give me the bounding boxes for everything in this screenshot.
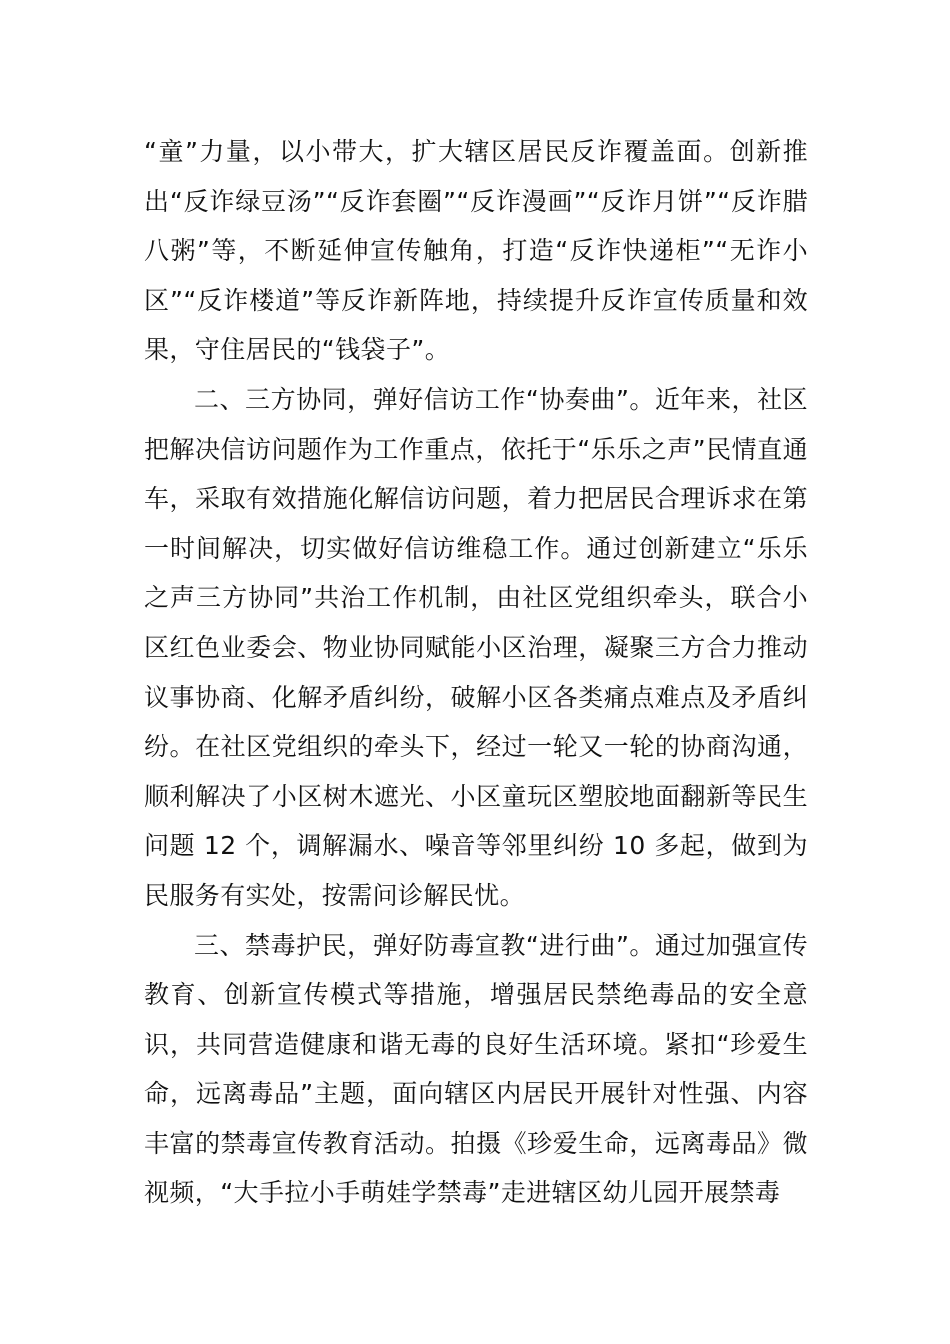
paragraph-section-three: 三、禁毒护民，弹好防毒宣教“进行曲”。通过加强宣传教育、创新宣传模式等措施，增强居民禁绝毒品的安全意识，共同营造健康和谐无毒的良好生活环境。紧扣“珍爱生命，远离毒品”主题，面向辖区内居民开展针对性强、内容丰富的禁毒宣传教育活动。拍摄《珍爱生命，远离毒品》微视频，“大手拉小手萌娃学禁毒”走进辖区幼儿园开展禁毒 bbox=[144, 930, 808, 1208]
paragraph-continued: “童”力量，以小带大，扩大辖区居民反诈覆盖面。创新推出“反诈绿豆汤”“反诈套圈”“反诈漫画”“反诈月饼”“反诈腊八粥”等，不断延伸宣传触角，打造“反诈快递柜”“无诈小区”“反诈楼道”等反诈新阵地，持续提升反诈宣传质量和效果，守住居民的“钱袋子”。 bbox=[144, 137, 808, 365]
document-body bbox=[144, 127, 808, 1218]
paragraph-section-two: 二、三方协同，弹好信访工作“协奏曲”。近年来，社区把解决信访问题作为工作重点，依托于“乐乐之声”民情直通车，采取有效措施化解信访问题，着力把居民合理诉求在第一时间解决，切实做好信访维稳工作。通过创新建立“乐乐之声三方协同”共治工作机制，由社区党组织牵头，联合小区红色业委会、物业协同赋能小区治理，凝聚三方合力推动议事协商、化解矛盾纠纷，破解小区各类痛点难点及矛盾纠纷。在社区党组织的牵头下，经过一轮又一轮的协商沟通，顺利解决了小区树木遮光、小区童玩区塑胶地面翻新等民生问题 12 个，调解漏水、噪音等邻里纠纷 10 多起，做到为民服务有实处，按需问诊解民忧。 bbox=[144, 384, 808, 910]
